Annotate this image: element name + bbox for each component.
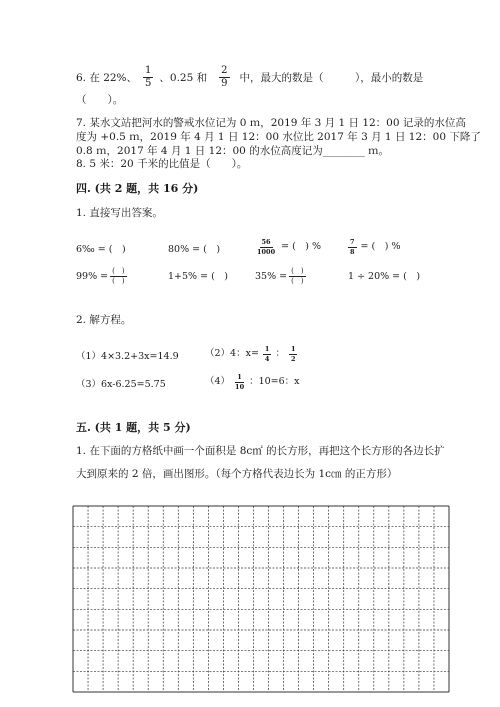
- blank-fraction: $\frac{( )}{( )}$: [112, 267, 125, 285]
- section5-line2: 大到原来的 2 倍，画出图形。（每个方格代表边长为 1c㎝ 的正方形）: [76, 468, 398, 480]
- answer-7-over-8: $\frac{7}{8}$ = ( ) %: [350, 238, 401, 256]
- section5-line1: 1. 在下面的方格纸中画一个面积是 8c㎡ 的长方形，再把这个长方形的各边长扩: [76, 445, 445, 457]
- fraction-56-1000: $\frac{56}{1000}$: [257, 238, 276, 256]
- section5-title: 五. (共 1 题，共 5 分): [76, 421, 191, 434]
- q7-line2: 度为 +0.5 ｍ，2019 年 4 月 1 日 12：00 水位比 2017 年 3 月 1 日 12：00 下降了: [76, 131, 481, 143]
- q6-part3: 中，最大的数是（ ），最小的数是: [239, 71, 424, 84]
- grid-paper-svg[interactable]: [72, 505, 450, 693]
- answer-6-permille: 6‰ = ( ): [76, 244, 126, 255]
- q8: 8. 5 米：20 千米的比值是（ ）。: [76, 158, 248, 170]
- equation-4: （4） $\frac{1}{10}$ ：10=6：x: [205, 373, 300, 391]
- answer-80-percent: 80% = ( ): [168, 244, 221, 255]
- answer-35-percent: 35% = $\frac{( )}{( )}$: [255, 267, 304, 285]
- blank-fraction: $\frac{( )}{( )}$: [291, 267, 304, 285]
- section4-q1-title: 1. 直接写出答案。: [76, 207, 163, 219]
- fraction-1-4: $\frac{1}{4}$: [264, 345, 270, 363]
- equation-1: （1）4×3.2+3x=14.9: [76, 351, 179, 362]
- answer-1-div-20-percent: 1 ÷ 20% = ( ): [348, 271, 421, 282]
- q7-line1: 7. 某水文站把河水的警戒水位记为 0 ｍ，2019 年 3 月 1 日 12：00 记录的水位高: [76, 117, 466, 129]
- q6-line1: [76, 66, 423, 89]
- fraction-7-8: $\frac{7}{8}$: [350, 238, 355, 256]
- q6-part1: 6. 在 22%、: [76, 71, 138, 84]
- fraction-1-10: $\frac{1}{10}$: [235, 373, 245, 391]
- equation-3: （3）6x-6.25=5.75: [76, 379, 166, 390]
- answer-56-over-1000: $\frac{56}{1000}$ = ( ) %: [257, 238, 322, 256]
- equation-2: （2）4：x= $\frac{1}{4}$ ： $\frac{1}{2}$: [205, 345, 296, 363]
- q6-part2: 、0.25 和: [159, 71, 208, 84]
- grid-paper[interactable]: [72, 505, 450, 697]
- q6-fraction-2: $\frac{2}{9}$: [221, 65, 228, 89]
- answer-1-plus-5-percent: 1+5% = ( ): [168, 271, 228, 282]
- q7-line3: 0.8 ｍ，2017 年 4 月 1 日 12：00 的水位高度记为________ ｍ。: [76, 145, 390, 157]
- q6-fraction-1: $\frac{1}{5}$: [145, 65, 152, 89]
- answer-99-percent: 99% = $\frac{( )}{( )}$: [76, 267, 125, 285]
- section4-q2-title: 2. 解方程。: [76, 314, 132, 326]
- section4-title: 四. (共 2 题，共 16 分): [76, 182, 199, 195]
- fraction-1-2: $\frac{1}{2}$: [290, 345, 296, 363]
- q6-line2: （ ）。: [76, 94, 124, 106]
